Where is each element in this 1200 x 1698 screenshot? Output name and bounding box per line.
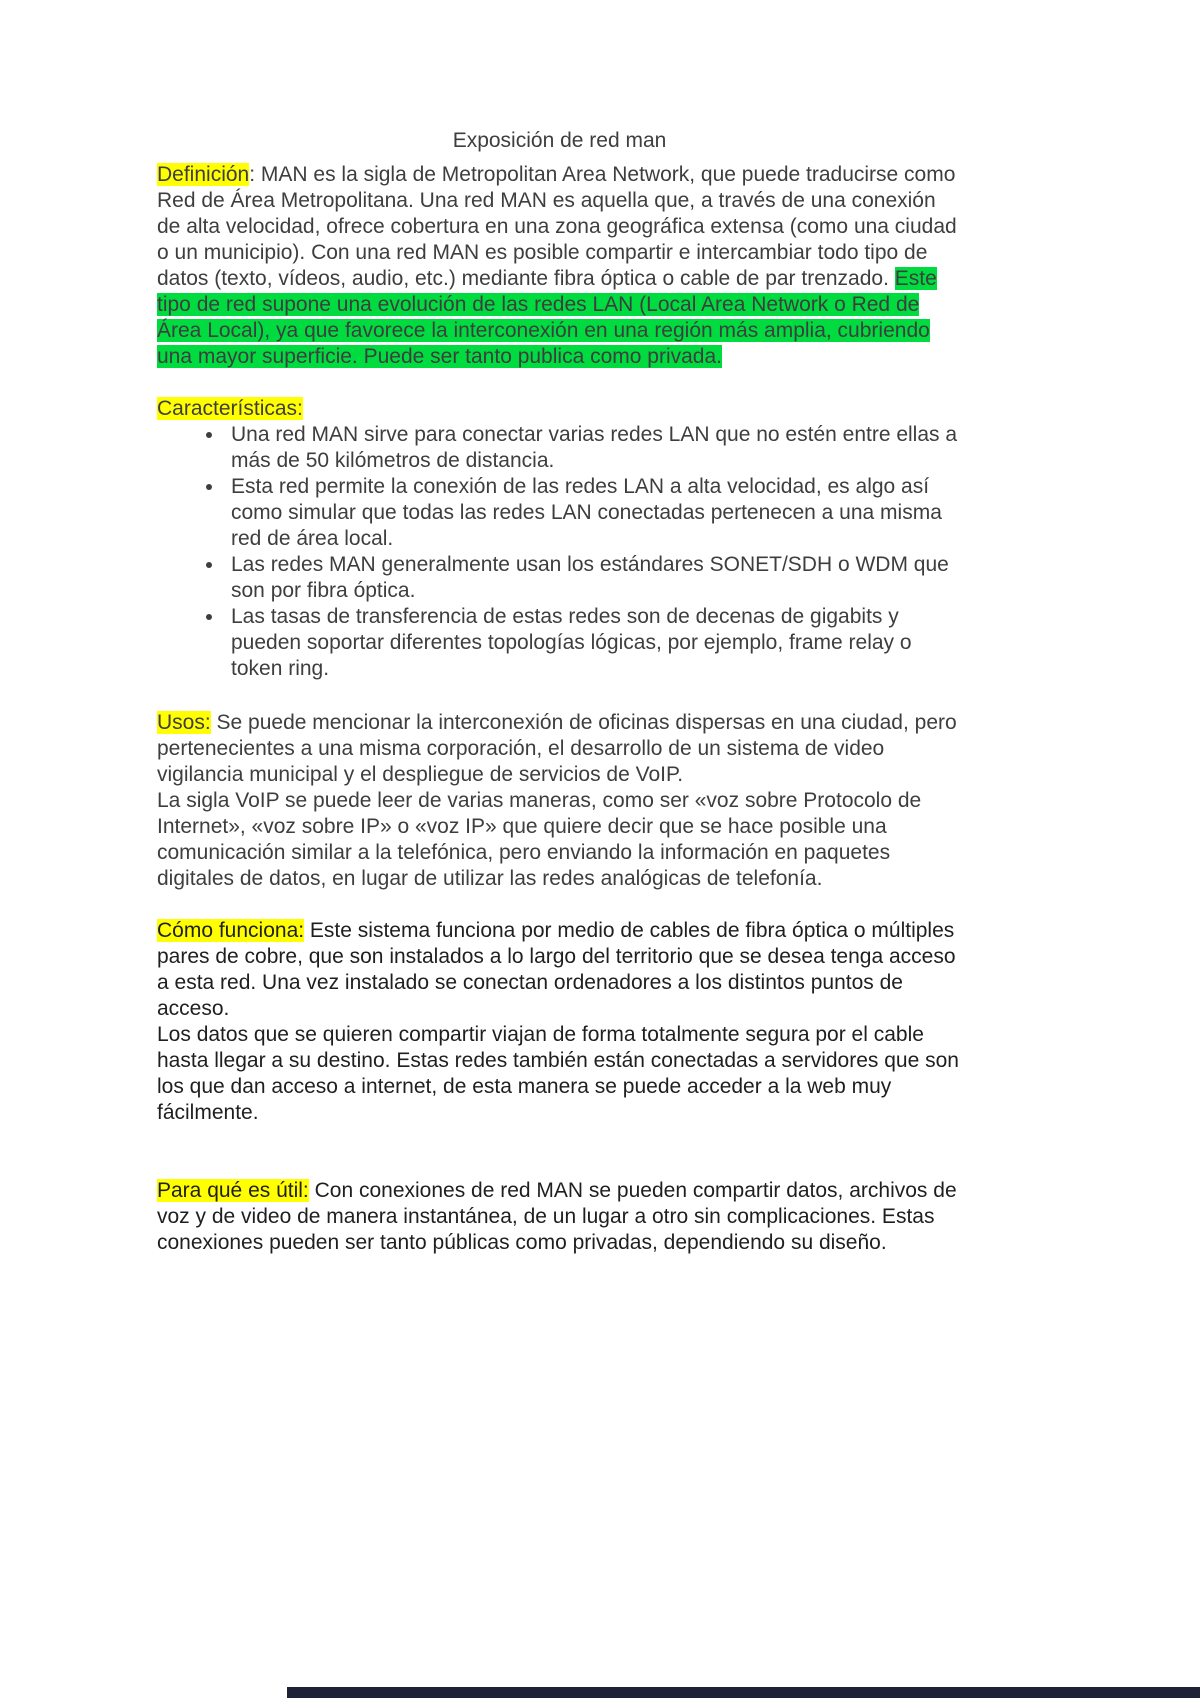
usos-paragraph: [157, 710, 962, 892]
definition-paragraph: [157, 162, 962, 370]
bottom-bar: [287, 1687, 1200, 1698]
como-funciona-body: Este sistema funciona por medio de cables de fibra óptica o múltiples pares de cobre, que son instalados a lo largo del territorio que se desea tenga acceso a esta red. Una vez instalado se conectan ordenadores a los distintos puntos de acceso.: [157, 919, 956, 1020]
list-item: • Las tasas de transferencia de estas redes son de decenas de gigabits y pueden soportar diferentes topologías lógicas, por ejemplo, frame relay o token ring.: [225, 604, 962, 682]
definition-label: Definición: [157, 163, 250, 186]
definition-green-highlight: Este tipo de red supone una evolución de las redes LAN (Local Area Network o Red de Área Local), ya que favorece la interconexión en una región más amplia, cubriendo una mayor superficie. Puede ser tanto publica como privada.: [157, 267, 937, 368]
definition-body: : MAN es la sigla de Metropolitan Area Network, que puede traducirse como Red de Área Metropolitana. Una red MAN es aquella que, a través de una conexión de alta velocidad, ofrece cobertura en una zona geográfica extensa (como una ciudad o un municipio). Con una red MAN es posible compartir e intercambiar todo tipo de datos (texto, vídeos, audio, etc.) mediante fibra óptica o cable de par trenzado.: [157, 163, 957, 290]
list-item: • Una red MAN sirve para conectar varias redes LAN que no estén entre ellas a más de 50 kilómetros de distancia.: [225, 422, 962, 474]
usos-label: Usos:: [157, 711, 211, 734]
para-que-es-util-label: Para qué es útil:: [157, 1179, 309, 1202]
caracteristicas-heading: [157, 396, 962, 422]
list-item: • Las redes MAN generalmente usan los estándares SONET/SDH o WDM que son por fibra óptica.: [225, 552, 962, 604]
como-funciona-body-2: Los datos que se quieren compartir viajan de forma totalmente segura por el cable hasta llegar a su destino. Estas redes también están conectadas a servidores que son los que dan acceso a internet, de esta manera se puede acceder a la web muy fácilmente.: [157, 1023, 959, 1124]
usos-body: Se puede mencionar la interconexión de oficinas dispersas en una ciudad, pero pertenecientes a una misma corporación, el desarrollo de un sistema de video vigilancia municipal y el despliegue de servicios de VoIP.: [157, 711, 957, 786]
usos-body-2: La sigla VoIP se puede leer de varias maneras, como ser «voz sobre Protocolo de Internet», «voz sobre IP» o «voz IP» que quiere decir que se hace posible una comunicación similar a la telefónica, pero enviando la información en paquetes digitales de datos, en lugar de utilizar las redes analógicas de telefonía.: [157, 789, 922, 890]
list-item: • Esta red permite la conexión de las redes LAN a alta velocidad, es algo así como simular que todas las redes LAN conectadas pertenecen a una misma red de área local.: [225, 474, 962, 552]
como-funciona-label: Cómo funciona:: [157, 919, 305, 942]
document-title: Exposición de red man: [452, 129, 667, 152]
para-que-es-util-paragraph: [157, 1178, 962, 1256]
caracteristicas-list: [157, 422, 962, 682]
para-que-es-util-body: Con conexiones de red MAN se pueden compartir datos, archivos de voz y de video de manera instantánea, de un lugar a otro sin complicaciones. Estas conexiones pueden ser tanto públicas como privadas, dependiendo su diseño.: [157, 1179, 957, 1254]
como-funciona-paragraph: [157, 918, 962, 1126]
caracteristicas-label: Características:: [157, 397, 303, 420]
